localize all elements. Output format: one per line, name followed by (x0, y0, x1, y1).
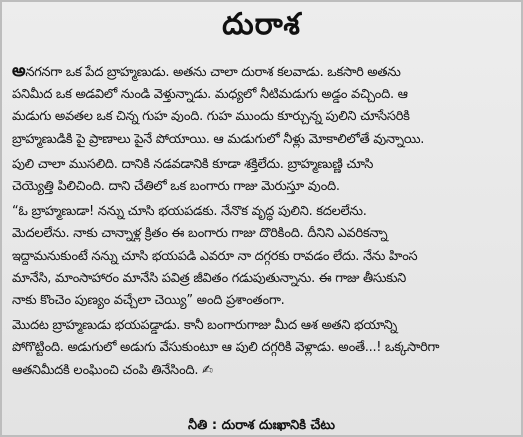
paragraph-3 (12, 201, 515, 312)
paragraph-2 (12, 154, 515, 198)
text-line: ఇద్దామనుకుంటే నన్ను చూసి భయపడి ఎవరూ నా దగ్గరకు రావడం లేదు. నేను హింస (12, 248, 418, 264)
text-line: మొదట బ్రాహ్మణుడు భయపడ్డాడు. కానీ బంగారుగాజు మీద ఆశ అతని భయాన్ని (12, 318, 397, 334)
text-line: పులి చాలా ముసలిది. దానికి నడవడానికి కూడా శక్తిలేదు. బ్రాహ్మణుణ్ణి చూసి (12, 156, 374, 172)
text-line: పనిమీద ఒక అడవిలో నుండి వెళ్తున్నాడు. మధ్యలో నీటిమడుగు అడ్డం వచ్చింది. ఆ (12, 87, 408, 103)
text-line: మడుగు అవతల ఒక చిన్న గుహ వుంది. గుహ ముందు కూర్చున్న పులిని చూసేసరికి (12, 109, 410, 125)
moral-text: నీతి : దురాశ దుఃఖానికి చేటు (188, 418, 335, 433)
text-line: నాకు కొంచెం పుణ్యం వచ్చేలా చెయ్యి” అంది ప్రశాంతంగా. (12, 293, 285, 309)
story-body (12, 60, 515, 385)
text-line: ఆతనిమీదకి లంఘించి చంపి తినేసింది. ✍ (12, 362, 213, 378)
paragraph-1 (12, 60, 515, 151)
text-line: “ఓ బ్రాహ్మణుడా! నన్ను చూసి భయపడకు. నేనొక వృద్ధ పులిని. కదలలేను. (12, 204, 367, 220)
text-line: పోగొట్టింది. అడుగులో అడుగు వేసుకుంటూ ఆ పులి దగ్గరికి వెళ్లాడు. అంతే...! ఒక్కసారిగా (12, 340, 440, 356)
text-line (12, 60, 515, 84)
paragraph-4 (12, 315, 515, 382)
moral-section (2, 414, 521, 436)
text-line: మానేసి, మాంసాహారం మానేసి పవిత్ర జీవితం గడుపుతున్నాను. ఈ గాజు తీసుకుని (12, 270, 406, 286)
story-title: దురాశ (222, 7, 301, 42)
drop-cap: అ (12, 61, 26, 81)
text-line: బ్రాహ్మణుడికి పై ప్రాణాలు పైనే పోయాయి. ఆ మడుగులో నీళ్లు మోకాలిలోతే వున్నాయి. (12, 131, 425, 147)
text-line: మెదలలేను. నాకు చాన్నాళ్ల క్రితం ఈ బంగారు గాజు దొరికింది. దీనిని ఎవరికన్నా (12, 226, 388, 242)
text-line: చెయ్యెత్తి పిలిచింది. దాని చేతిలో ఒక బంగారు గాజు మెరుస్తూ వుంది. (12, 179, 340, 195)
line-text: నగనగా ఒక పేద బ్రాహ్మణుడు. అతను చాలా దురాశ కలవాడు. ఒకసారి అతను (25, 65, 401, 80)
